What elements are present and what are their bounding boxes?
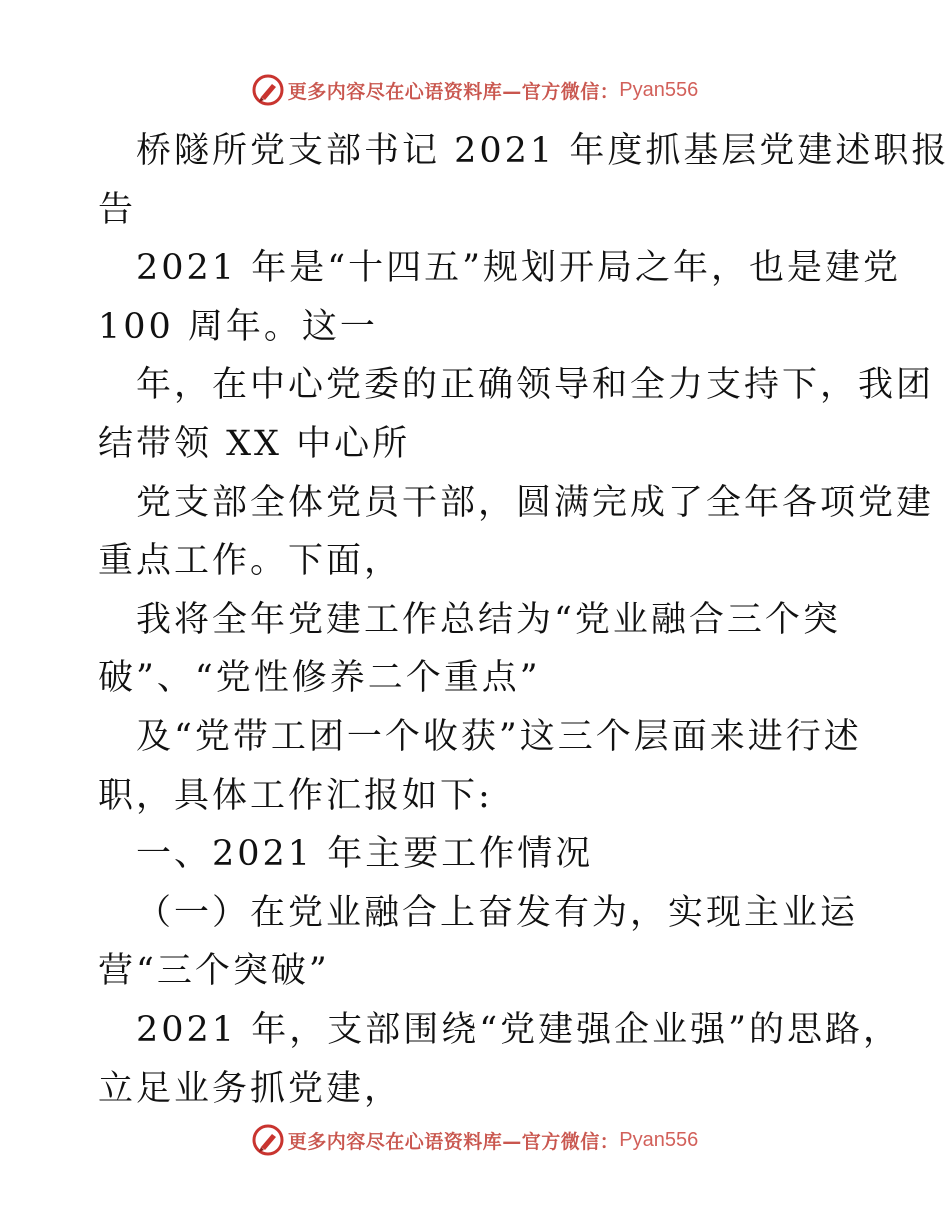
document-line: 党支部全体党员干部，圆满完成了全年各项党建 [136,482,935,523]
document-line: 职，具体工作汇报如下: [98,775,493,816]
banner-text: 更多内容尽在心语资料库—官方微信： [287,80,620,103]
banner-wechat-id: Pyan556 [619,1128,699,1151]
document-line: 2021 年是“十四五”规划开局之年，也是建党 [136,248,901,289]
document-line: 营“三个突破” [98,951,330,992]
document-line: （一）在党业融合上奋发有为，实现主业运 [136,892,859,933]
footer-banner [0,1120,950,1160]
pen-logo-icon [252,1124,284,1156]
document-line: 一、2021 年主要工作情况 [136,834,594,875]
document-line: 破”、“党性修养二个重点” [98,658,541,699]
document-body [98,122,950,1118]
pen-logo-icon [252,74,284,106]
banner-text: 更多内容尽在心语资料库—官方微信： [287,1130,620,1153]
banner-wechat-id: Pyan556 [619,78,699,101]
document-line: 重点工作。下面， [98,541,403,582]
header-banner [0,70,950,110]
document-line: 100 周年。这一 [98,306,378,347]
document-line: 立足业务抓党建， [98,1068,403,1109]
document-line: 告 [98,189,137,230]
document-line: 年，在中心党委的正确领导和全力支持下，我团 [136,365,935,406]
document-line: 结带领 XX 中心所 [98,423,411,464]
document-line: 桥隧所党支部书记 2021 年度抓基层党建述职报 [136,131,950,171]
document-line: 我将全年党建工作总结为“党业融合三个突 [136,599,841,640]
document-line: 及“党带工团一个收获”这三个层面来进行述 [136,716,862,757]
document-line: 2021 年，支部围绕“党建强企业强”的思路， [136,1009,901,1050]
